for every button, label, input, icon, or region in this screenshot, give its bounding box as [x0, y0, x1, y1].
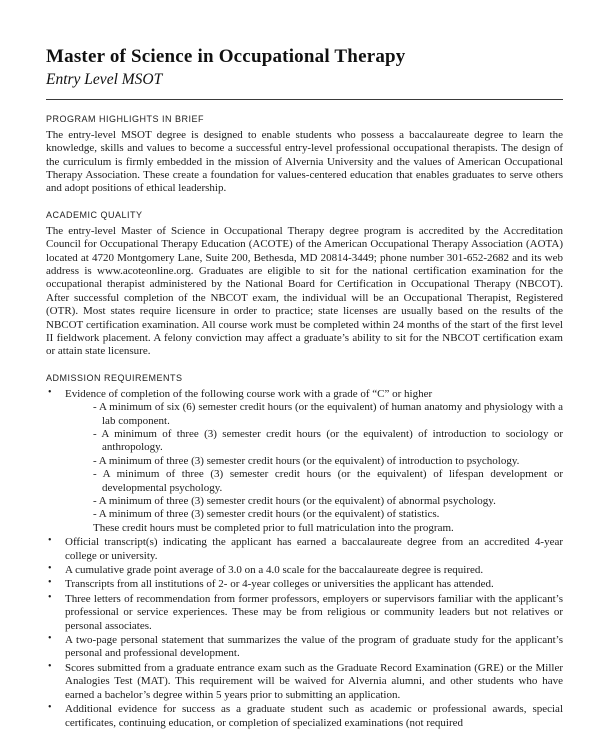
- bullet-icon: •: [48, 563, 52, 575]
- requirement-text: Scores submitted from a graduate entrance exam such as the Graduate Record Examination (GRE) or the Miller Analogies Test (MAT). This requirement will be waived for Alvernia alumni, and other students who have earned a bachelor’s degree within 5 years prior to submitting an application.: [65, 661, 563, 701]
- bullet-icon: •: [48, 577, 52, 589]
- bullet-icon: •: [48, 633, 52, 645]
- requirement-text: Three letters of recommendation from former professors, employers or supervisors familiar with the applicant’s professional or service experiences. These may be from religious or community leaders but not relatives or personal associates.: [65, 592, 563, 632]
- program-highlights-body: The entry-level MSOT degree is designed to enable students who possess a baccalaureate degree to learn the knowledge, skills and values to become a successful entry-level professional occupational therapists. The design of the curriculum is firmly embedded in the mission of Alvernia University and the values of American Occupational Therapy Association. These create a foundation for values-centered education that enables graduates to serve others and adopt positions of ethical leadership.: [46, 128, 563, 195]
- requirement-subitem-psychology: - A minimum of three (3) semester credit hours (or the equivalent) of introduction to psychology.: [93, 454, 520, 467]
- requirement-item-additional-evidence: [46, 703, 563, 730]
- requirement-item-exam-scores: [46, 662, 563, 702]
- requirement-text: Additional evidence for success as a graduate student such as academic or professional awards, special certificates, continuing education, or completion of specialized examinations (not required: [65, 703, 563, 729]
- bullet-icon: •: [48, 535, 52, 547]
- requirement-item-personal-statement: [46, 634, 563, 661]
- page-title: Master of Science in Occupational Therapy: [46, 46, 406, 67]
- section-admission-requirements: [46, 373, 563, 730]
- section-academic-quality: [46, 210, 563, 359]
- academic-quality-heading: ACADEMIC QUALITY: [46, 209, 143, 220]
- bullet-icon: •: [48, 702, 52, 714]
- requirement-text: Official transcript(s) indicating the applicant has earned a baccalaureate degree from an accredited 4-year college or university.: [65, 536, 563, 562]
- requirement-text: Evidence of completion of the following course work with a grade of “C” or higher: [65, 387, 433, 400]
- bullet-icon: •: [48, 660, 52, 672]
- requirement-item-all-transcripts: [46, 578, 563, 591]
- page-subtitle: Entry Level MSOT: [46, 70, 163, 88]
- academic-quality-body: The entry-level Master of Science in Occupational Therapy degree program is accredited by the Accreditation Council for Occupational Therapy Education (ACOTE) of the American Occupational Therapy Association (AOTA) located at 4720 Montgomery Lane, Suite 200, Bethesda, MD 20814-3449; phone number 301-652-2682 and its web address is www.acoteonline.org. Graduates are eligible to sit for the national certification examination for the occupational therapist administered by the National Board for Certification in Occupational Therapy (NBCOT). After successful completion of the NBCOT exam, the individual will be an Occupational Therapist, Registered (OTR). Most states require licensure in order to practice; state licenses are usually based on the results of the NBCOT certification examination. All course work must be completed within 24 months of the start of the first level II fieldwork placement. A felony conviction may affect a graduate’s ability to sit for the NBCOT certification exam or attain state licensure.: [46, 224, 563, 358]
- requirement-text: Transcripts from all institutions of 2- or 4-year colleges or universities the applicant has attended.: [65, 578, 494, 591]
- bullet-icon: •: [48, 386, 52, 398]
- requirement-subitem-anatomy: - A minimum of six (6) semester credit hours (or the equivalent) of human anatomy and physiology with a lab component.: [93, 401, 563, 427]
- bullet-icon: •: [48, 591, 52, 603]
- program-highlights-heading: PROGRAM HIGHLIGHTS IN BRIEF: [46, 113, 205, 124]
- requirement-subitem-sociology: - A minimum of three (3) semester credit hours (or the equivalent) of introduction to sociology or anthropology.: [93, 427, 563, 454]
- requirement-subitem-abnormal: - A minimum of three (3) semester credit hours (or the equivalent) of abnormal psychology.: [93, 495, 496, 507]
- requirement-item-transcript: [46, 536, 563, 563]
- requirement-item-gpa: [46, 564, 563, 577]
- requirement-note: These credit hours must be completed prior to full matriculation into the program.: [93, 521, 454, 534]
- admission-requirements-heading: ADMISSION REQUIREMENTS: [46, 372, 183, 383]
- requirement-text: A two-page personal statement that summarizes the value of the program of graduate study for the applicant’s personal and professional development.: [65, 634, 563, 660]
- requirement-item-coursework: [46, 388, 563, 535]
- admission-requirements-list: [46, 388, 563, 730]
- requirement-item-recommendations: [46, 593, 563, 633]
- section-program-highlights: [46, 114, 563, 196]
- requirement-subitem-statistics: - A minimum of three (3) semester credit hours (or the equivalent) of statistics.: [93, 508, 440, 521]
- header-divider: [46, 99, 563, 100]
- requirement-text: A cumulative grade point average of 3.0 on a 4.0 scale for the baccalaureate degree is required.: [65, 564, 484, 577]
- requirement-subitem-lifespan: - A minimum of three (3) semester credit hours (or the equivalent) of lifespan development or developmental psychology.: [93, 468, 563, 494]
